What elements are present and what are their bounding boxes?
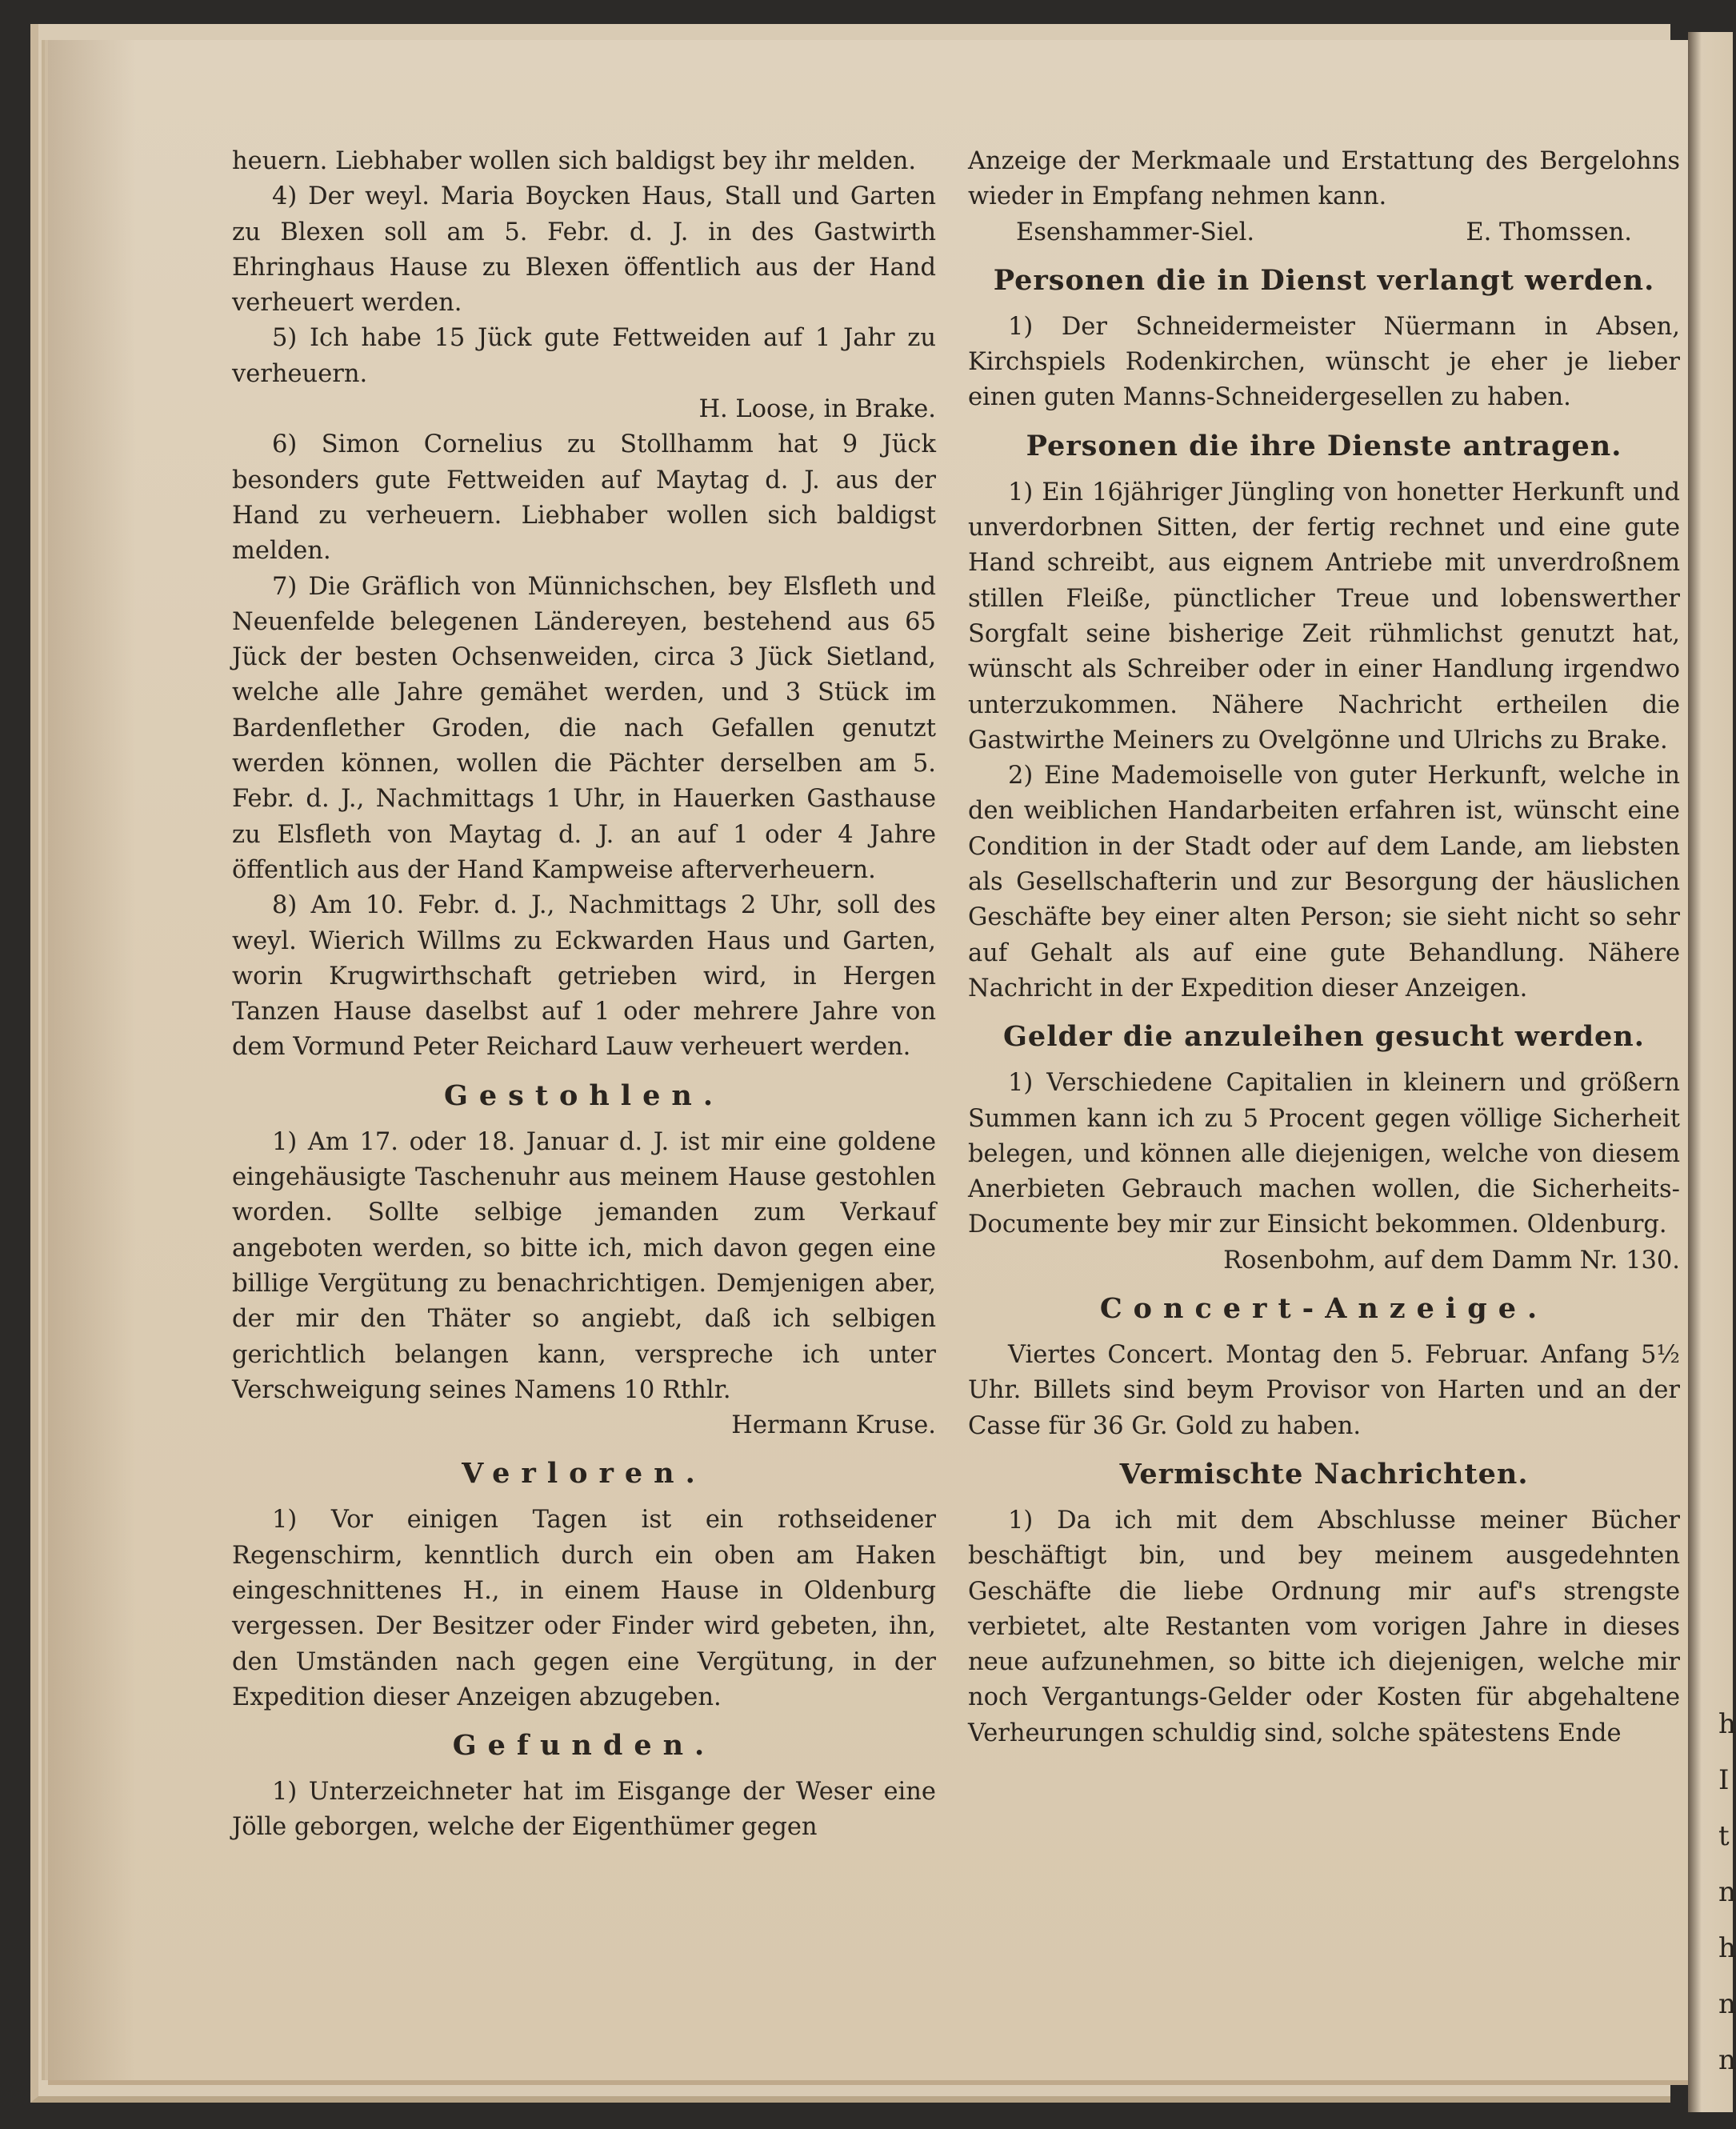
gelder-item-1: 1) Verschiedene Capitalien in kleinern und größern Summen kann ich zu 5 Procent gegen völlige Sicherheit belegen, und können alle diejenigen, welche von diesem Anerbieten Gebrauch machen wollen, die Sicherheits-Documente bey mir zur Einsicht bekommen. Oldenburg. (968, 1069, 1680, 1239)
right-intro-place: Esenshammer-Siel. (1016, 218, 1255, 246)
antragen-item-2: 2) Eine Mademoiselle von guter Herkunft, welche in den weiblichen Handarbeiten erfahren ist, wünscht eine Condition in der Stadt oder auf dem Lande, am liebsten als Gesellschafterin und zur Besorgung der häuslichen Geschäfte bey einer alten Person; sie sieht nicht so sehr auf Gehalt als auf eine gute Behandlung. Nähere Nachricht in der Expedition dieser Anzeigen. (968, 762, 1680, 1002)
gelder-signature: Rosenbohm, auf dem Damm Nr. 130. (1223, 1246, 1680, 1275)
ad-item-8: 8) Am 10. Febr. d. J., Nachmittags 2 Uhr, soll des weyl. Wierich Willms zu Eckwarden Haus und Garten, worin Krugwirthschaft getrieben wird, in Hergen Tanzen Hause daselbst auf 1 oder mehrere Jahre von dem Vormund Peter Reichard Lauw verheuert werden. (232, 891, 936, 1062)
heading-gestohlen: Gestohlen. (443, 1079, 725, 1112)
heading-vermischte: Vermischte Nachrichten. (1119, 1457, 1529, 1491)
gestohlen-signature: Hermann Kruse. (731, 1411, 936, 1440)
right-intro-signature-line (968, 215, 1680, 250)
right-intro: Anzeige der Merkmaale und Erstattung des Bergelohns wieder in Empfang nehmen kann. (968, 147, 1680, 211)
dienst-item-1: 1) Der Schneidermeister Nüermann in Absen, Kirchspiels Rodenkirchen, wünscht je eher je lieber einen guten Manns-Schneidergesellen zu haben. (968, 312, 1680, 412)
next-page-edge-text: h I t n h n n (1718, 1708, 1736, 2076)
ad-item-4: 4) Der weyl. Maria Boycken Haus, Stall und Garten zu Blexen soll am 5. Febr. d. J. in des Gastwirth Ehringhaus Hause zu Blexen öffentlich aus der Hand verheuert werden. (232, 182, 936, 318)
left-intro: heuern. Liebhaber wollen sich baldigst bey ihr melden. (232, 147, 917, 175)
verloren-item-1: 1) Vor einigen Tagen ist ein rothseidener Regenschirm, kenntlich durch ein oben am Haken eingeschnittenes H., in einem Hause in Oldenburg vergessen. Der Besitzer oder Finder wird gebeten, ihn, den Umständen nach gegen eine Vergütung, in der Expedition dieser Anzeigen abzugeben. (232, 1506, 936, 1711)
ad-item-6: 6) Simon Cornelius zu Stollhamm hat 9 Jück besonders gute Fettweiden auf Maytag d. J. aus der Hand zu verheuern. Liebhaber wollen sich baldigst melden. (232, 430, 936, 566)
ad-item-7: 7) Die Gräflich von Münnichschen, bey Elsfleth und Neuenfelde belegenen Ländereyen, bestehend aus 65 Jück der besten Ochsenweiden, circa 3 Jück Sietland, welche alle Jahre gemähet werden, und 3 Stück im Bardenflether Groden, die nach Gefallen genutzt werden können, wollen die Pächter derselben am 5. Febr. d. J., Nachmittags 1 Uhr, in Hauerken Gasthause zu Elsfleth von Maytag d. J. an auf 1 oder 4 Jahre öffentlich aus der Hand Kampweise afterverheuern. (232, 572, 936, 884)
heading-verloren: Verloren. (462, 1457, 706, 1491)
ad-item-5-signature: H. Loose, in Brake. (698, 395, 936, 424)
antragen-item-1: 1) Ein 16jähriger Jüngling von honetter Herkunft und unverdorbnen Sitten, der fertig rechnet und eine gute Hand schreibt, aus eignem Antriebe mit unverdroßnem stillen Fleiße, pünctlicher Treue und lobenswerther Sorgfalt seine bisherige Zeit rühmlichst genutzt hat, wünscht als Schreiber oder in einer Handlung irgendwo unterzukommen. Nähere Nachricht ertheilen die Gastwirthe Meiners zu Ovelgönne und Ulrichs zu Brake. (968, 478, 1680, 754)
ad-item-5: 5) Ich habe 15 Jück gute Fettweiden auf 1 Jahr zu verheuern. (232, 324, 936, 388)
left-column (232, 144, 936, 1846)
heading-gelder: Gelder die anzuleihen gesucht werden. (1003, 1020, 1645, 1054)
concert-notice: Viertes Concert. Montag den 5. Februar. Anfang 5½ Uhr. Billets sind beym Provisor von Harten und an der Casse für 36 Gr. Gold zu haben. (968, 1341, 1680, 1440)
gestohlen-item-1: 1) Am 17. oder 18. Januar d. J. ist mir eine goldene eingehäusigte Taschenuhr aus meinem Hause gestohlen worden. Sollte selbige jemanden zum Verkauf angeboten werden, so bitte ich, mich davon gegen eine billige Vergütung zu benachrichtigen. Demjenigen aber, der mir den Thäter so angiebt, daß ich selbigen gerichtlich belangen kann, verspreche ich unter Verschweigung seines Namens 10 Rthlr. (232, 1127, 936, 1404)
heading-dienst-verlangt: Personen die in Dienst verlangt werden. (993, 263, 1655, 297)
vermischte-item-1: 1) Da ich mit dem Abschlusse meiner Bücher beschäftigt bin, und bey meinem ausgedehnten Geschäfte die liebe Ordnung mir auf's strengste verbietet, alte Restanten vom vorigen Jahre in dieses neue aufzunehmen, so bitte ich diejenigen, welche mir noch Vergantungs-Gelder oder Kosten für abgehaltene Verheurungen schuldig sind, solche spätestens Ende (968, 1506, 1680, 1747)
gefunden-item-1: 1) Unterzeichneter hat im Eisgange der Weser eine Jölle geborgen, welche der Eigenthümer gegen (232, 1778, 936, 1842)
right-intro-signature: E. Thomssen. (1466, 218, 1632, 246)
heading-gefunden: Gefunden. (452, 1729, 716, 1763)
heading-concert: Concert-Anzeige. (1099, 1292, 1549, 1326)
right-column (968, 144, 1680, 1751)
heading-dienste-antragen: Personen die ihre Dienste antragen. (1026, 429, 1622, 462)
